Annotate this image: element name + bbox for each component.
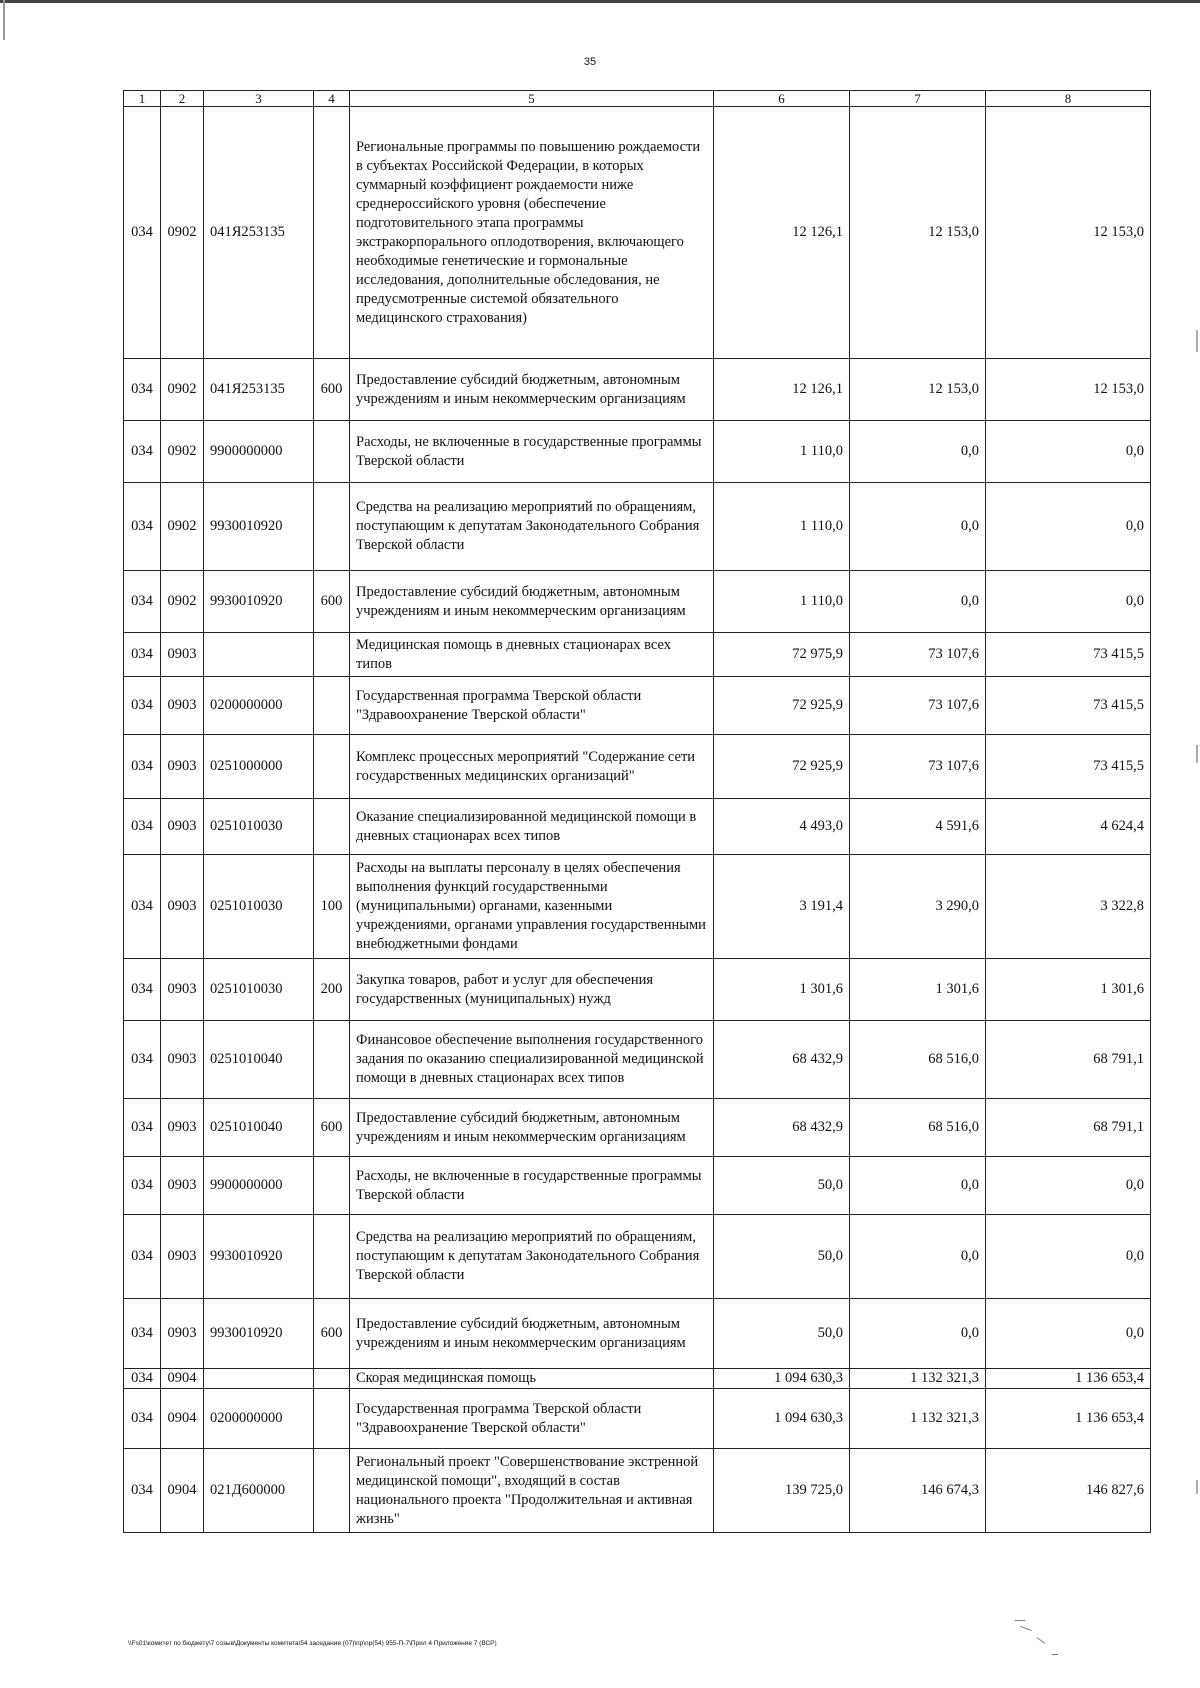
cell-amount-year-2: 73 107,6 xyxy=(850,677,986,735)
cell-expense-type: 600 xyxy=(314,571,350,633)
cell-target-article: 0251010030 xyxy=(204,855,314,959)
table-row xyxy=(124,633,1151,677)
cell-target-article: 0251010040 xyxy=(204,1099,314,1157)
cell-amount-year-1: 50,0 xyxy=(714,1215,850,1299)
cell-description: Комплекс процессных мероприятий "Содержание сети государственных медицинских организаций" xyxy=(350,735,714,799)
cell-section-code: 0902 xyxy=(161,359,204,421)
cell-amount-year-1: 72 925,9 xyxy=(714,735,850,799)
cell-amount-year-3: 0,0 xyxy=(986,571,1151,633)
cell-amount-year-3: 12 153,0 xyxy=(986,107,1151,359)
cell-amount-year-2: 0,0 xyxy=(850,483,986,571)
cell-amount-year-3: 73 415,5 xyxy=(986,735,1151,799)
column-header: 4 xyxy=(314,91,350,107)
column-header: 5 xyxy=(350,91,714,107)
cell-expense-type xyxy=(314,483,350,571)
column-header: 8 xyxy=(986,91,1151,107)
cell-section-code: 0903 xyxy=(161,735,204,799)
cell-amount-year-3: 0,0 xyxy=(986,1299,1151,1369)
table-row xyxy=(124,1021,1151,1099)
cell-section-code: 0903 xyxy=(161,799,204,855)
table-header-row xyxy=(124,91,1151,107)
cell-section-code: 0904 xyxy=(161,1369,204,1389)
cell-ministry-code: 034 xyxy=(124,1021,161,1099)
cell-expense-type xyxy=(314,735,350,799)
cell-target-article: 0251010030 xyxy=(204,959,314,1021)
cell-amount-year-3: 0,0 xyxy=(986,1157,1151,1215)
cell-ministry-code: 034 xyxy=(124,959,161,1021)
cell-section-code: 0903 xyxy=(161,1099,204,1157)
cell-target-article: 041Я253135 xyxy=(204,107,314,359)
scan-right-edge-mark xyxy=(1196,330,1198,352)
cell-expense-type xyxy=(314,677,350,735)
cell-target-article: 0251010030 xyxy=(204,799,314,855)
column-header: 2 xyxy=(161,91,204,107)
cell-description: Закупка товаров, работ и услуг для обеспечения государственных (муниципальных) нужд xyxy=(350,959,714,1021)
cell-amount-year-1: 1 301,6 xyxy=(714,959,850,1021)
cell-section-code: 0903 xyxy=(161,677,204,735)
cell-description: Расходы на выплаты персоналу в целях обеспечения выполнения функций государственными (муниципальными) органами, казенными учреждениями, органами управления государственными внебюджетными фондами xyxy=(350,855,714,959)
table-row xyxy=(124,1157,1151,1215)
cell-amount-year-1: 1 110,0 xyxy=(714,421,850,483)
scan-right-edge-mark xyxy=(1196,745,1198,763)
table-row xyxy=(124,107,1151,359)
cell-expense-type xyxy=(314,633,350,677)
cell-expense-type: 600 xyxy=(314,1099,350,1157)
table-row xyxy=(124,483,1151,571)
cell-description: Расходы, не включенные в государственные программы Тверской области xyxy=(350,421,714,483)
cell-ministry-code: 034 xyxy=(124,1157,161,1215)
cell-expense-type: 600 xyxy=(314,359,350,421)
column-header: 6 xyxy=(714,91,850,107)
cell-amount-year-1: 68 432,9 xyxy=(714,1099,850,1157)
cell-amount-year-1: 50,0 xyxy=(714,1299,850,1369)
cell-amount-year-1: 1 110,0 xyxy=(714,571,850,633)
cell-amount-year-3: 4 624,4 xyxy=(986,799,1151,855)
cell-amount-year-3: 1 136 653,4 xyxy=(986,1369,1151,1389)
table-row xyxy=(124,799,1151,855)
cell-amount-year-2: 73 107,6 xyxy=(850,735,986,799)
cell-section-code: 0903 xyxy=(161,855,204,959)
cell-amount-year-3: 146 827,6 xyxy=(986,1449,1151,1533)
cell-section-code: 0904 xyxy=(161,1389,204,1449)
table-row xyxy=(124,959,1151,1021)
cell-description: Государственная программа Тверской области "Здравоохранение Тверской области" xyxy=(350,1389,714,1449)
cell-amount-year-2: 3 290,0 xyxy=(850,855,986,959)
cell-amount-year-3: 12 153,0 xyxy=(986,359,1151,421)
cell-expense-type xyxy=(314,107,350,359)
cell-amount-year-2: 12 153,0 xyxy=(850,107,986,359)
cell-ministry-code: 034 xyxy=(124,571,161,633)
cell-amount-year-2: 12 153,0 xyxy=(850,359,986,421)
cell-amount-year-3: 68 791,1 xyxy=(986,1099,1151,1157)
table-row xyxy=(124,1449,1151,1533)
table-row xyxy=(124,1369,1151,1389)
cell-target-article: 9930010920 xyxy=(204,571,314,633)
cell-amount-year-1: 12 126,1 xyxy=(714,359,850,421)
cell-expense-type: 200 xyxy=(314,959,350,1021)
cell-ministry-code: 034 xyxy=(124,1299,161,1369)
table-row xyxy=(124,1299,1151,1369)
cell-target-article: 9900000000 xyxy=(204,1157,314,1215)
cell-amount-year-2: 0,0 xyxy=(850,421,986,483)
cell-ministry-code: 034 xyxy=(124,799,161,855)
cell-description: Расходы, не включенные в государственные программы Тверской области xyxy=(350,1157,714,1215)
column-header: 1 xyxy=(124,91,161,107)
cell-target-article: 0200000000 xyxy=(204,1389,314,1449)
cell-amount-year-1: 72 925,9 xyxy=(714,677,850,735)
cell-amount-year-2: 73 107,6 xyxy=(850,633,986,677)
cell-section-code: 0903 xyxy=(161,633,204,677)
cell-amount-year-3: 73 415,5 xyxy=(986,677,1151,735)
cell-amount-year-3: 0,0 xyxy=(986,421,1151,483)
cell-ministry-code: 034 xyxy=(124,421,161,483)
table-row xyxy=(124,359,1151,421)
budget-table xyxy=(123,90,1151,1533)
cell-amount-year-3: 1 136 653,4 xyxy=(986,1389,1151,1449)
cell-amount-year-1: 50,0 xyxy=(714,1157,850,1215)
cell-description: Государственная программа Тверской области "Здравоохранение Тверской области" xyxy=(350,677,714,735)
footer-file-path: \\Fs01\комитет по бюджету\7 созыв\Документы комитета\54 заседание (07)\пр\пр(54) 955-П-7\Прил 4 Приложение 7 (ВСР) xyxy=(128,1640,497,1647)
cell-ministry-code: 034 xyxy=(124,1449,161,1533)
cell-expense-type xyxy=(314,1157,350,1215)
scan-right-edge-mark xyxy=(1196,1480,1198,1494)
cell-amount-year-1: 1 094 630,3 xyxy=(714,1369,850,1389)
cell-description: Предоставление субсидий бюджетным, автономным учреждениям и иным некоммерческим организациям xyxy=(350,1299,714,1369)
cell-amount-year-2: 68 516,0 xyxy=(850,1099,986,1157)
cell-section-code: 0902 xyxy=(161,571,204,633)
cell-amount-year-1: 1 110,0 xyxy=(714,483,850,571)
cell-target-article: 9900000000 xyxy=(204,421,314,483)
cell-amount-year-2: 1 132 321,3 xyxy=(850,1369,986,1389)
cell-target-article: 9930010920 xyxy=(204,1215,314,1299)
cell-target-article xyxy=(204,633,314,677)
cell-amount-year-1: 12 126,1 xyxy=(714,107,850,359)
cell-description: Средства на реализацию мероприятий по обращениям, поступающим к депутатам Законодательного Собрания Тверской области xyxy=(350,1215,714,1299)
cell-amount-year-3: 73 415,5 xyxy=(986,633,1151,677)
cell-target-article xyxy=(204,1369,314,1389)
cell-target-article: 0251000000 xyxy=(204,735,314,799)
cell-ministry-code: 034 xyxy=(124,1099,161,1157)
scan-mark xyxy=(1015,1620,1025,1621)
cell-expense-type xyxy=(314,1389,350,1449)
cell-target-article: 9930010920 xyxy=(204,1299,314,1369)
cell-amount-year-2: 4 591,6 xyxy=(850,799,986,855)
cell-expense-type xyxy=(314,1021,350,1099)
cell-description: Региональный проект "Совершенствование экстренной медицинской помощи", входящий в состав национального проекта "Продолжительная и активная жизнь" xyxy=(350,1449,714,1533)
cell-ministry-code: 034 xyxy=(124,1215,161,1299)
cell-description: Средства на реализацию мероприятий по обращениям, поступающим к депутатам Законодательного Собрания Тверской области xyxy=(350,483,714,571)
cell-expense-type: 100 xyxy=(314,855,350,959)
cell-description: Оказание специализированной медицинской помощи в дневных стационарах всех типов xyxy=(350,799,714,855)
cell-amount-year-2: 0,0 xyxy=(850,1299,986,1369)
cell-section-code: 0903 xyxy=(161,1215,204,1299)
cell-ministry-code: 034 xyxy=(124,735,161,799)
cell-amount-year-2: 0,0 xyxy=(850,1215,986,1299)
cell-ministry-code: 034 xyxy=(124,855,161,959)
cell-amount-year-1: 4 493,0 xyxy=(714,799,850,855)
cell-description: Предоставление субсидий бюджетным, автономным учреждениям и иным некоммерческим организациям xyxy=(350,571,714,633)
cell-ministry-code: 034 xyxy=(124,483,161,571)
scan-mark xyxy=(1052,1654,1058,1655)
cell-section-code: 0902 xyxy=(161,421,204,483)
column-header: 3 xyxy=(204,91,314,107)
cell-description: Региональные программы по повышению рождаемости в субъектах Российской Федерации, в которых суммарный коэффициент рождаемости ниже среднероссийского уровня (обеспечение подготовительного этапа программы экстракорпорального оплодотворения, включающего необходимые генетические и гормональные исследования, дополнительные обследования, не предусмотренные системой обязательного медицинского страхования) xyxy=(350,107,714,359)
cell-amount-year-2: 146 674,3 xyxy=(850,1449,986,1533)
cell-amount-year-2: 0,0 xyxy=(850,571,986,633)
cell-amount-year-2: 1 301,6 xyxy=(850,959,986,1021)
cell-target-article: 9930010920 xyxy=(204,483,314,571)
table-row xyxy=(124,1099,1151,1157)
cell-amount-year-1: 72 975,9 xyxy=(714,633,850,677)
cell-amount-year-1: 68 432,9 xyxy=(714,1021,850,1099)
cell-amount-year-3: 0,0 xyxy=(986,483,1151,571)
cell-ministry-code: 034 xyxy=(124,359,161,421)
table-row xyxy=(124,677,1151,735)
cell-target-article: 0200000000 xyxy=(204,677,314,735)
cell-section-code: 0903 xyxy=(161,1021,204,1099)
scan-top-rule xyxy=(0,0,1200,3)
cell-amount-year-2: 1 132 321,3 xyxy=(850,1389,986,1449)
cell-ministry-code: 034 xyxy=(124,107,161,359)
page-number: 35 xyxy=(583,56,597,68)
scan-mark xyxy=(1037,1637,1046,1644)
cell-section-code: 0902 xyxy=(161,107,204,359)
cell-ministry-code: 034 xyxy=(124,633,161,677)
cell-target-article: 021Д600000 xyxy=(204,1449,314,1533)
cell-target-article: 0251010040 xyxy=(204,1021,314,1099)
cell-description: Финансовое обеспечение выполнения государственного задания по оказанию специализированной медицинской помощи в дневных стационарах всех типов xyxy=(350,1021,714,1099)
cell-expense-type xyxy=(314,421,350,483)
cell-amount-year-3: 3 322,8 xyxy=(986,855,1151,959)
cell-ministry-code: 034 xyxy=(124,1389,161,1449)
cell-amount-year-2: 0,0 xyxy=(850,1157,986,1215)
cell-expense-type xyxy=(314,799,350,855)
cell-amount-year-2: 68 516,0 xyxy=(850,1021,986,1099)
table-row xyxy=(124,1389,1151,1449)
cell-description: Медицинская помощь в дневных стационарах всех типов xyxy=(350,633,714,677)
cell-section-code: 0903 xyxy=(161,1299,204,1369)
cell-target-article: 041Я253135 xyxy=(204,359,314,421)
cell-section-code: 0903 xyxy=(161,1157,204,1215)
table-body xyxy=(124,107,1151,1533)
table-row xyxy=(124,735,1151,799)
cell-section-code: 0902 xyxy=(161,483,204,571)
cell-description: Предоставление субсидий бюджетным, автономным учреждениям и иным некоммерческим организациям xyxy=(350,1099,714,1157)
cell-amount-year-1: 1 094 630,3 xyxy=(714,1389,850,1449)
column-header: 7 xyxy=(850,91,986,107)
cell-ministry-code: 034 xyxy=(124,1369,161,1389)
cell-expense-type: 600 xyxy=(314,1299,350,1369)
table-row xyxy=(124,571,1151,633)
cell-expense-type xyxy=(314,1215,350,1299)
table-row xyxy=(124,855,1151,959)
cell-description: Предоставление субсидий бюджетным, автономным учреждениям и иным некоммерческим организациям xyxy=(350,359,714,421)
cell-description: Скорая медицинская помощь xyxy=(350,1369,714,1389)
scan-left-edge xyxy=(3,0,5,40)
cell-amount-year-3: 0,0 xyxy=(986,1215,1151,1299)
cell-amount-year-3: 68 791,1 xyxy=(986,1021,1151,1099)
cell-expense-type xyxy=(314,1449,350,1533)
cell-amount-year-1: 3 191,4 xyxy=(714,855,850,959)
scan-mark xyxy=(1020,1626,1032,1631)
cell-amount-year-1: 139 725,0 xyxy=(714,1449,850,1533)
table-row xyxy=(124,421,1151,483)
table-row xyxy=(124,1215,1151,1299)
cell-expense-type xyxy=(314,1369,350,1389)
cell-ministry-code: 034 xyxy=(124,677,161,735)
cell-section-code: 0904 xyxy=(161,1449,204,1533)
cell-section-code: 0903 xyxy=(161,959,204,1021)
cell-amount-year-3: 1 301,6 xyxy=(986,959,1151,1021)
